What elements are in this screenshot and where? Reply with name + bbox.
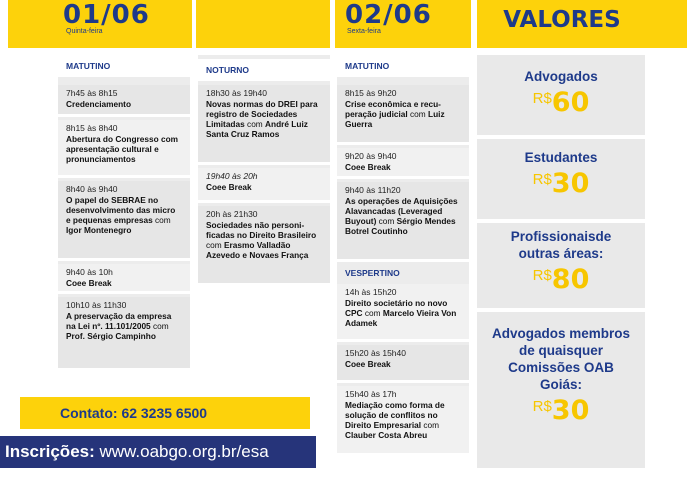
item-speaker: Prof. Sérgio Campinho (66, 331, 156, 341)
item-time: 9h40 às 10h (66, 267, 113, 277)
day1-matutino-heading: MATUTINO (58, 55, 190, 77)
schedule-item (337, 148, 469, 179)
item-connector: com (376, 216, 397, 226)
item-connector: com (150, 321, 169, 331)
price-amount (477, 168, 645, 199)
price-advogados (477, 55, 645, 135)
item-speaker: Erasmo Valladão Azevedo e Novaes França (206, 240, 309, 260)
item-time: 15h40 às 17h (345, 389, 397, 399)
item-time: 18h30 às 19h40 (206, 88, 267, 98)
day2-vespertino-heading: VESPERTINO (337, 262, 469, 286)
item-time: 8h15 às 9h20 (345, 88, 397, 98)
day1-noturno-column (198, 55, 330, 283)
item-speaker: André Luiz Santa Cruz Ramos (206, 119, 308, 139)
item-connector: com (362, 308, 383, 318)
item-time: 19h40 às 20h (206, 171, 258, 181)
schedule-item (58, 297, 190, 368)
day-middle-banner (196, 0, 330, 48)
price-label: Profissionaisde outras áreas: (510, 229, 612, 261)
inscricoes-bar (0, 436, 316, 468)
item-time: 8h40 às 9h40 (66, 184, 118, 194)
item-time: 14h às 15h20 (345, 287, 397, 297)
day1-matutino-column (58, 55, 190, 368)
schedule-item (58, 120, 190, 178)
price-value: 30 (551, 168, 590, 199)
item-title: Sociedades não personificadas no Direito Brasileiro (206, 220, 317, 240)
schedule-item (337, 284, 469, 342)
item-title: Abertura do Congresso com apresentação cultural e pronunciamentos (66, 134, 179, 164)
item-title: Credenciamento (66, 99, 132, 109)
valores-title: VALORES (503, 7, 621, 33)
contact-phone[interactable]: 62 3235 6500 (121, 405, 208, 421)
inscricoes-label: Inscrições: (5, 442, 95, 461)
item-title: Coee Break (206, 182, 252, 192)
schedule-item (198, 85, 330, 165)
day1-weekday: Quinta-feira (66, 28, 103, 35)
item-speaker: Sérgio Mendes Botrel Coutinho (345, 216, 456, 236)
contact-label: Contato: (60, 405, 118, 421)
day1-noturno-heading: NOTURNO (198, 59, 330, 81)
item-connector: com (244, 119, 266, 129)
item-speaker: Luiz Guerra (345, 109, 445, 129)
item-time: 9h20 às 9h40 (345, 151, 397, 161)
price-estudantes (477, 139, 645, 219)
item-time: 20h às 21h30 (206, 209, 258, 219)
item-title: A preservação da empresa na Lei nº. 11.101/2005 (66, 311, 172, 331)
schedule-item (198, 168, 330, 203)
schedule-item (337, 345, 469, 383)
price-value: 80 (551, 264, 590, 295)
price-value: 30 (551, 395, 590, 426)
price-value: 60 (551, 87, 590, 118)
day1-date: 01/06 (63, 0, 150, 30)
schedule-item (58, 85, 190, 117)
schedule-item (58, 264, 190, 294)
price-label: Advogados membros de quaisquer Comissões OAB Goiás: (491, 326, 631, 392)
schedule-item (337, 182, 469, 262)
item-time: 8h15 às 8h40 (66, 123, 118, 133)
schedule-item (198, 206, 330, 283)
currency: R$ (532, 398, 552, 415)
item-title: Coee Break (345, 359, 391, 369)
price-amount (495, 264, 627, 295)
item-title: Coee Break (345, 162, 391, 172)
item-time: 7h45 às 8h15 (66, 88, 118, 98)
day2-date: 02/06 (345, 0, 432, 30)
price-label: Estudantes (524, 150, 598, 165)
currency: R$ (532, 267, 552, 284)
price-amount (491, 395, 631, 426)
item-time: 10h10 às 11h30 (66, 300, 127, 310)
item-title: Direito societário no novo CPC (345, 298, 448, 318)
item-speaker: Clauber Costa Abreu (345, 430, 428, 440)
inscricoes-link[interactable]: www.oabgo.org.br/esa (99, 442, 269, 461)
price-amount (477, 87, 645, 118)
item-connector: com (407, 109, 429, 119)
item-title: Mediação como forma de solução de conflitos no Direito Empresarial (345, 400, 445, 430)
day2-weekday: Sexta-feira (347, 28, 381, 35)
item-title: As operações de Aquisições Alavancadas (Leveraged Buyout) (345, 196, 458, 226)
item-title: O papel do SEBRAE no desenvolvimento das micro e pequenas empresas (66, 195, 176, 225)
item-speaker: Marcelo Vieira Von Adamek (345, 308, 457, 328)
currency: R$ (532, 90, 552, 107)
item-connector: com (421, 420, 440, 430)
contact-bar (20, 397, 310, 429)
price-label: Advogados (524, 69, 598, 84)
item-connector: com (206, 240, 224, 250)
price-profissionais (477, 223, 645, 308)
day2-column (337, 55, 469, 453)
item-speaker: Igor Montenegro (66, 225, 132, 235)
item-title: Coee Break (66, 278, 112, 288)
item-title: Novas normas do DREI para registro de Sociedades Limitadas (206, 99, 318, 129)
schedule-item (337, 386, 469, 453)
day2-matutino-heading: MATUTINO (337, 55, 469, 77)
item-time: 15h20 às 15h40 (345, 348, 406, 358)
schedule-item (58, 181, 190, 261)
price-comissoes (477, 312, 645, 468)
item-time: 9h40 às 11h20 (345, 185, 401, 195)
currency: R$ (532, 171, 552, 188)
item-title: Crise econômica e recuperação judicial (345, 99, 441, 119)
item-connector: com (152, 215, 171, 225)
schedule-item (337, 85, 469, 145)
